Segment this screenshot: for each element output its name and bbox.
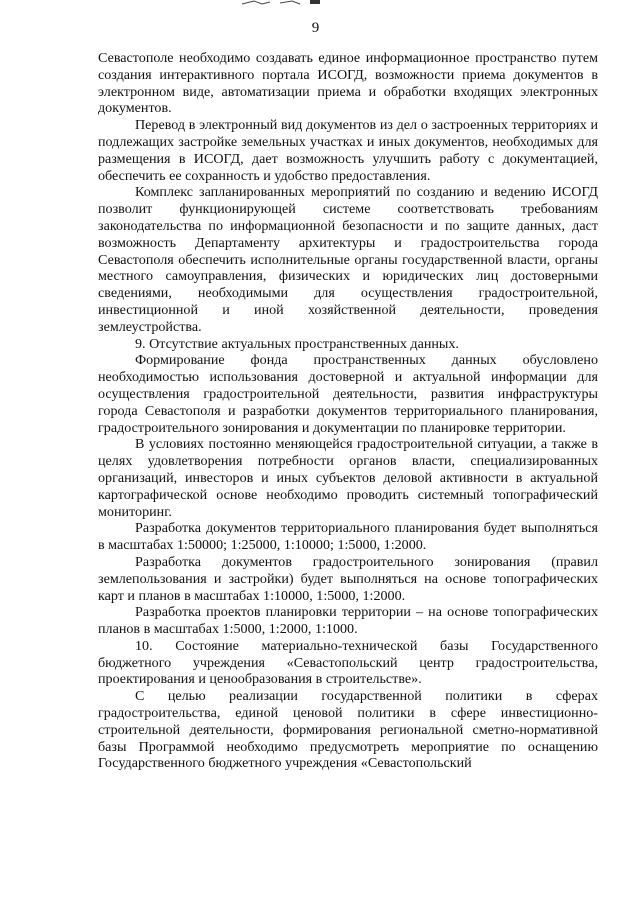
paragraph: Разработка проектов планировки территории – на основе топографических планов в масштабах 1:5000, 1:2000, 1:1000. <box>98 604 598 638</box>
paragraph: Перевод в электронный вид документов из дел о застроенных территориях и подлежащих застройке земельных участках и иных документов, необходимых для размещения в ИСОГД, дает возможность улучшить работу с документацией, обеспечить ее сохранность и удобство предоставления. <box>98 117 598 184</box>
paragraph: Разработка документов градостроительного зонирования (правил землепользования и застройки) будет выполняться на основе топографических карт и планов в масштабах 1:10000, 1:5000, 1:2000. <box>98 553 598 604</box>
paragraph: С целью реализации государственной политики в сферах градостроительства, единой ценовой политики в сфере инвестиционно-строительной деятельности, формирования региональной сметно-нормативной базы Программой необходимо предусмотреть мероприятие по оснащению Государственного бюджетного учреждения «Севастопольский <box>98 688 598 772</box>
paragraph: Комплекс запланированных мероприятий по созданию и ведению ИСОГД позволит функционирующей системе соответствовать требованиям законодательства по информационной безопасности и по защите данных, даст возможность Департаменту архитектуры и градостроительства города Севастополя обеспечить исполнительные органы государственной власти, органы местного самоуправления, физических и юридических лиц достоверными сведениями, необходимыми для осуществления градостроительной, инвестиционной и иной хозяйственной деятельности, проведения землеустройства. <box>98 184 598 335</box>
paragraph: В условиях постоянно меняющейся градостроительной ситуации, а также в целях удовлетворения потребности органов власти, специализированных организаций, инвесторов и иных субъектов деловой активности в актуальной картографической основе необходимо проводить системный топографический мониторинг. <box>98 436 598 520</box>
section-heading: 10. Состояние материально-технической базы Государственного бюджетного учреждения «Севастопольский центр градостроительства, проектирования и ценообразования в строительстве». <box>98 637 598 688</box>
section-heading: 9. Отсутствие актуальных пространственных данных. <box>135 335 459 352</box>
top-scan-marks <box>240 0 330 6</box>
paragraph: Разработка документов территориального планирования будет выполняться в масштабах 1:50000; 1:25000, 1:10000; 1:5000, 1:2000. <box>98 520 598 554</box>
paragraph: Формирование фонда пространственных данных обусловлено необходимостью использования достоверной и актуальной информации для осуществления градостроительной деятельности, развития инфраструктуры города Севастополя и разработки документов территориального планирования, градостроительного зонирования и документации по планировке территории. <box>98 352 598 436</box>
document-body <box>98 50 598 772</box>
page-number: 9 <box>311 20 320 36</box>
paragraph: Севастополе необходимо создавать единое информационное пространство путем создания интерактивного портала ИСОГД, возможности приема документов в электронном виде, автоматизации приема и обработки входящих электронных документов. <box>98 50 598 117</box>
